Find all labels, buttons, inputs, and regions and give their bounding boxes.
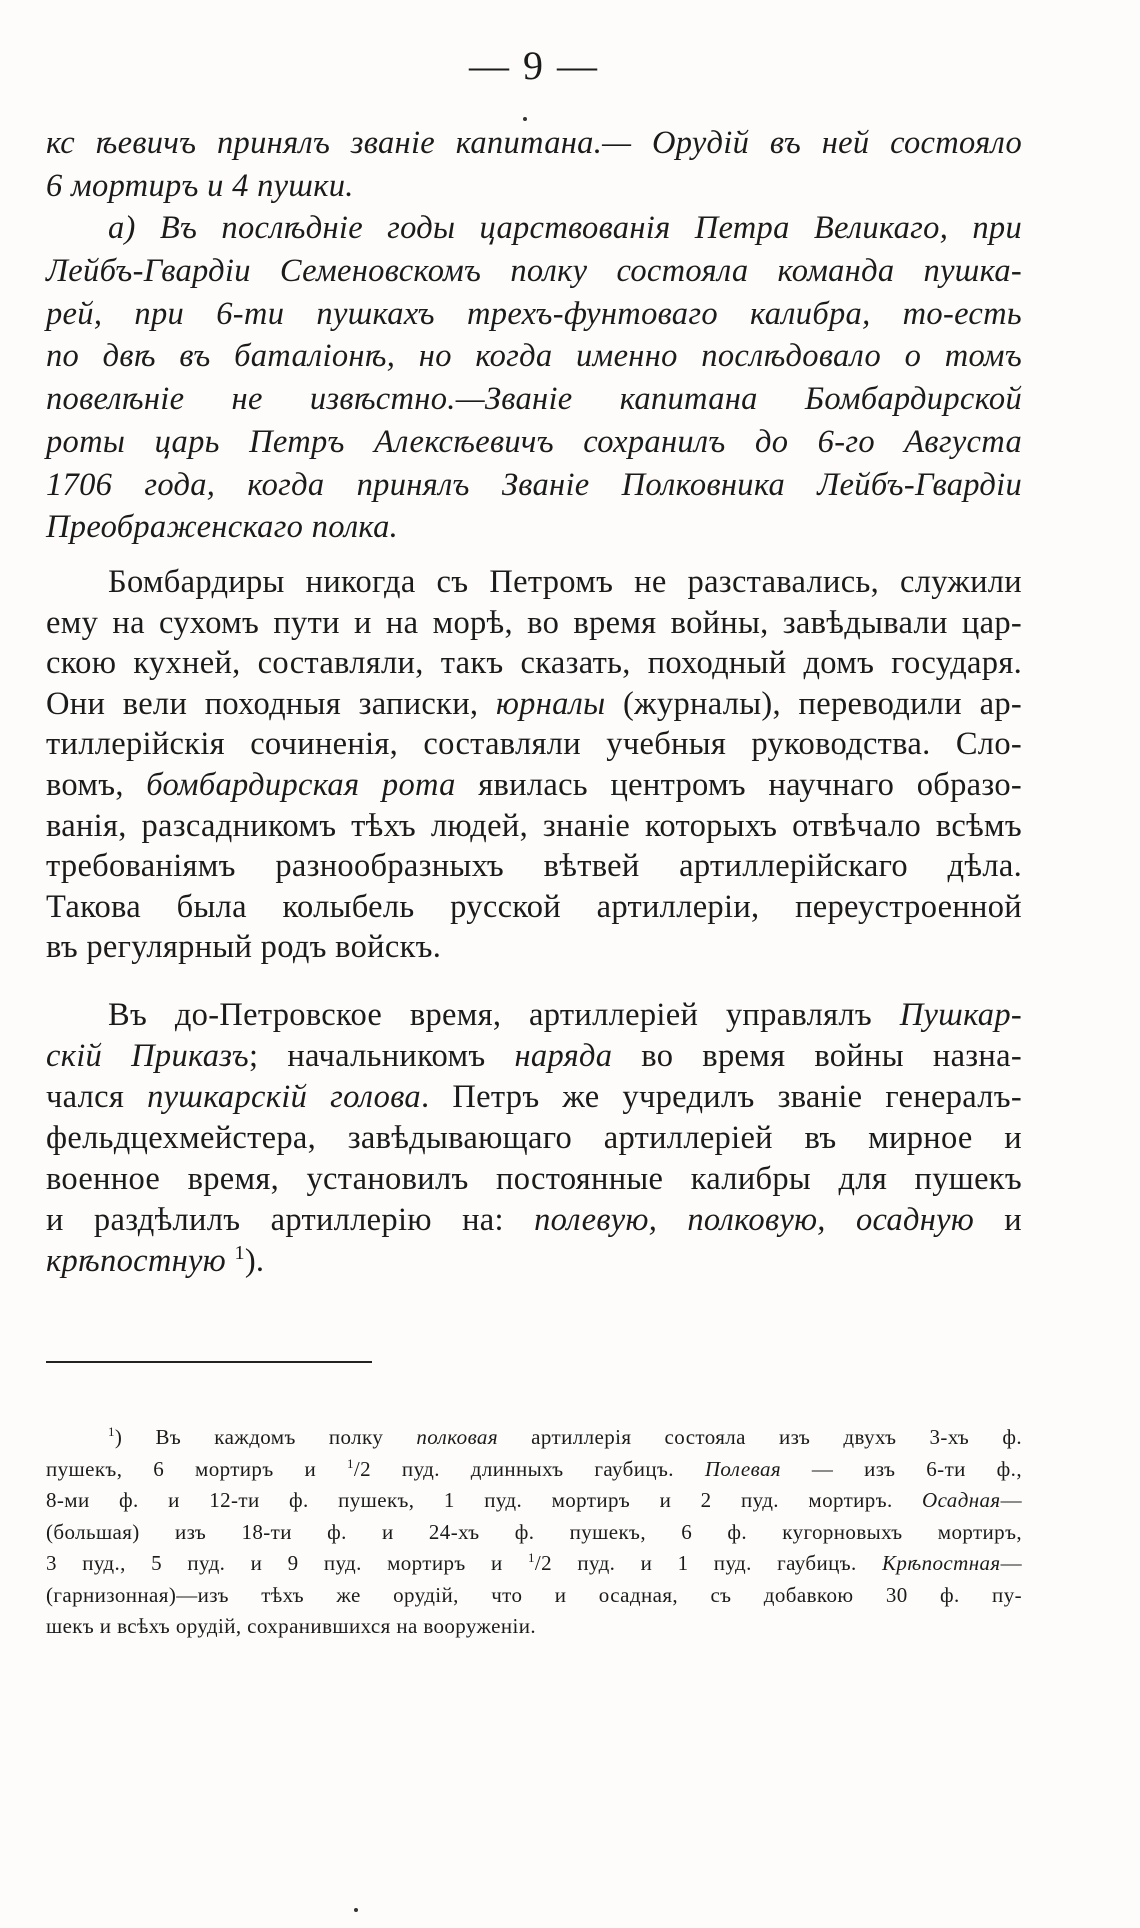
text-run (826, 1202, 856, 1238)
text-line: ванія, разсадникомъ тѣхъ людей, знаніе которыхъ отвѣчало всѣмъ (46, 807, 1022, 844)
footnote-block (46, 1422, 1022, 1643)
text-run: 8-ми ф. и 12-ти ф. пушекъ, 1 пуд. мортиръ и 2 пуд. мортиръ. (46, 1488, 923, 1512)
text-line: шекъ и всѣхъ орудій, сохранившихся на вооруженіи. (46, 1614, 537, 1638)
text-run: ). (244, 1243, 265, 1279)
text-line (46, 1036, 1022, 1077)
text-line: Бомбардиры никогда съ Петромъ не разставались, служили (108, 564, 1022, 600)
text-line: а) Въ послѣдніе годы царствованія Петра Великаго, при (108, 210, 1022, 247)
text-run: . Петръ же учредилъ званіе генералъ- (420, 1079, 1023, 1115)
italic-term: осадную (855, 1202, 975, 1238)
page-number: — 9 — (469, 43, 599, 88)
text-run: пуд. и 1 пуд. гаубицъ. (552, 1551, 882, 1575)
text-line (46, 1200, 1022, 1241)
text-line: (большая) изъ 18-ти ф. и 24-хъ ф. пушекъ, 6 ф. кугорновыхъ мортиръ, (46, 1519, 1022, 1544)
italic-term: пушкарскій голова (147, 1079, 421, 1115)
text-run: пуд. длинныхъ гаубицъ. (371, 1456, 705, 1481)
text-run: артиллерія состояла изъ двухъ 3-хъ ф. (498, 1425, 1022, 1449)
italic-note-block (46, 122, 1022, 549)
text-line: Лейбъ-Гвардіи Семеновскомъ полку состояла команда пушка- (46, 253, 1022, 290)
italic-term: бомбардирская рота (146, 766, 456, 803)
italic-term: юрналы (495, 685, 606, 722)
text-line (46, 1422, 1022, 1454)
text-line: 6 мортиръ и 4 пушки. (46, 167, 354, 204)
text-line: 1706 года, когда принялъ Званіе Полковника Лейбъ-Гвардіи (46, 466, 1022, 503)
book-page (46, 0, 1022, 1928)
text-line: военное время, установилъ постоянные калибры для пушекъ (46, 1161, 1022, 1197)
italic-term: полевую, полковую, (534, 1202, 826, 1238)
text-line (46, 995, 1022, 1036)
fraction-denominator: /2 (353, 1456, 372, 1481)
text-line (46, 765, 1022, 806)
text-run: явилась центромъ научнаго образо- (455, 766, 1022, 803)
text-line: ему на сухомъ пути и на морѣ, во время войны, завѣдывали цар- (46, 604, 1022, 641)
text-line: Преображенскаго полка. (46, 509, 399, 546)
italic-term: скій Приказъ (46, 1038, 249, 1074)
text-line: (гарнизонная)—изъ тѣхъ же орудій, что и осадная, съ добавкою 30 ф. пу- (46, 1582, 1022, 1607)
text-run: пушекъ, 6 мортиръ и (46, 1456, 347, 1481)
fraction-numerator: 1 (346, 1455, 354, 1471)
footnote-separator (46, 1361, 372, 1363)
fraction-numerator: 1 (527, 1550, 535, 1566)
text-line (46, 1454, 1022, 1486)
text-line: требованіямъ разнообразныхъ вѣтвей артиллерійскаго дѣла. (46, 848, 1022, 885)
text-run: и раздѣлилъ артиллерію на: (46, 1202, 535, 1238)
paragraph-prikaz (46, 995, 1022, 1282)
footnote-ref: 1 (234, 1241, 245, 1264)
text-run: Они вели походныя записки, (46, 685, 496, 722)
text-run: и (974, 1202, 1022, 1238)
italic-term: Пушкар- (899, 997, 1022, 1033)
text-line: роты царь Петръ Алексѣевичъ сохранилъ до 6-го Августа (46, 423, 1022, 460)
italic-term: крѣпостную (46, 1243, 226, 1279)
text-line: тиллерійскія сочиненія, составляли учебныя руководства. Сло- (46, 726, 1022, 763)
text-run: — изъ 6-ти ф., (781, 1456, 1022, 1481)
text-line: фельдцехмейстера, завѣдывающаго артиллеріей въ мирное и (46, 1120, 1022, 1156)
text-line (46, 1077, 1022, 1118)
text-run: (журналы), переводили ар- (605, 685, 1022, 722)
fraction-denominator: /2 (534, 1551, 553, 1575)
text-run: вомъ, (46, 766, 147, 803)
italic-term: Осадная (922, 1488, 1001, 1512)
text-run: ) Въ каждомъ полку (114, 1425, 417, 1449)
text-line (46, 684, 1022, 725)
italic-term: полковая (416, 1425, 498, 1449)
italic-term: Полевая (704, 1456, 782, 1481)
text-line: повелѣніе не извѣстно.—Званіе капитана Бомбардирской (46, 381, 1022, 418)
text-run: — (1000, 1551, 1022, 1575)
footnote-marker: 1 (108, 1424, 115, 1440)
italic-term: наряда (514, 1038, 613, 1074)
text-line: по двѣ въ баталіонѣ, но когда именно послѣдовало о томъ (46, 338, 1022, 375)
text-line: рей, при 6-ти пушкахъ трехъ-фунтоваго калибра, то-есть (46, 295, 1022, 332)
italic-term: Крѣпостная (881, 1551, 1001, 1575)
text-run: 3 пуд., 5 пуд. и 9 пуд. мортиръ и (46, 1551, 528, 1575)
text-run: ; начальникомъ (248, 1038, 515, 1074)
text-line: кс ѣевичъ принялъ званіе капитана.— Орудій въ ней состояло (46, 125, 1022, 161)
text-line (46, 1485, 1022, 1517)
text-line (46, 1548, 1022, 1580)
text-run: чался (46, 1079, 148, 1115)
text-line (46, 1241, 1022, 1282)
text-run: Въ до-Петровское время, артиллеріей управлялъ (108, 997, 900, 1033)
text-run: во время войны назна- (612, 1038, 1022, 1074)
print-speck (354, 1908, 358, 1912)
text-line: Такова была колыбель русской артиллеріи, переустроенной (46, 888, 1022, 925)
text-line: скою кухней, составляли, такъ сказать, походный домъ государя. (46, 645, 1022, 682)
text-run: — (1000, 1488, 1022, 1512)
paragraph-bombardiers (46, 562, 1022, 968)
print-speck (523, 117, 527, 121)
text-line: въ регулярный родъ войскъ. (46, 929, 442, 966)
